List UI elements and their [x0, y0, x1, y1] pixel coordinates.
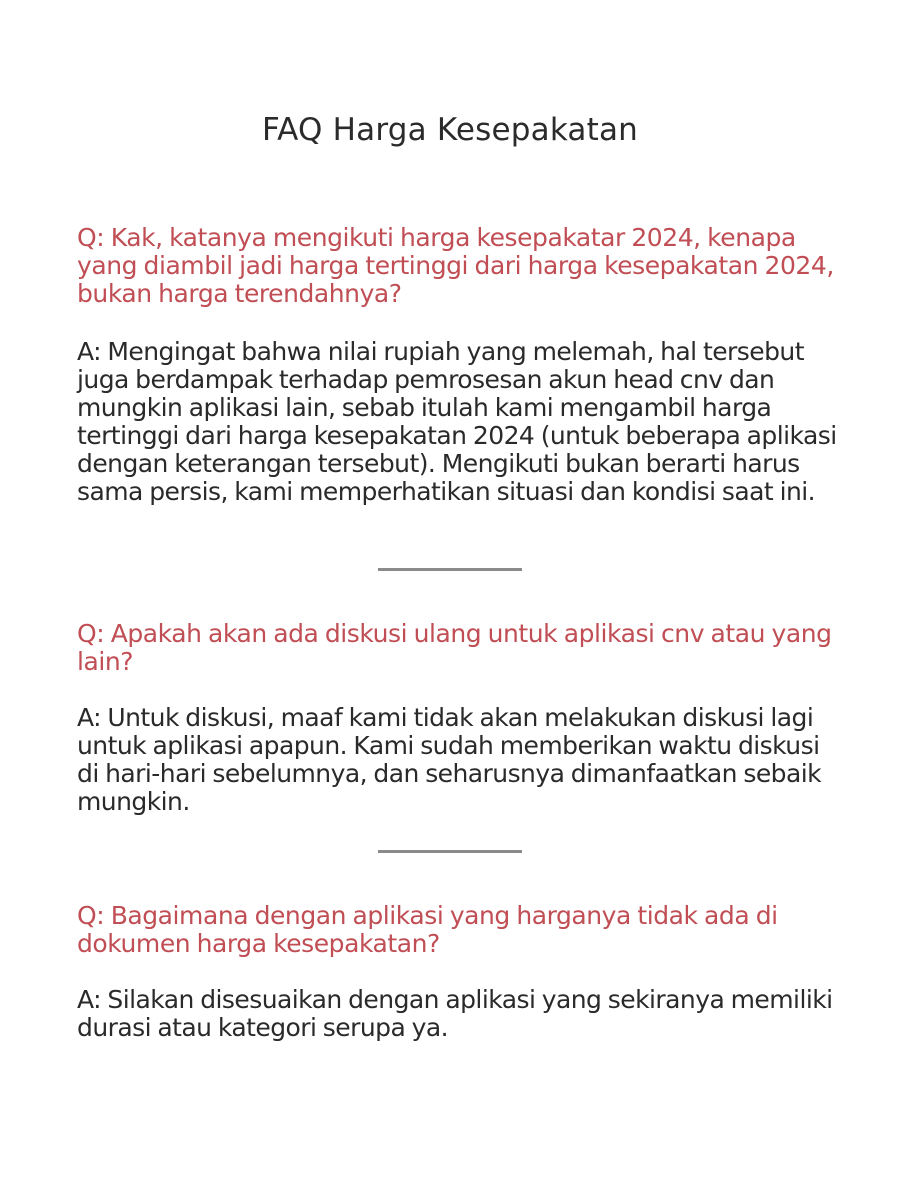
faq-question-3: Q: Bagaimana dengan aplikasi yang harganya tidak ada di dokumen harga kesepakatan?: [77, 901, 778, 958]
section-divider-2: [378, 850, 522, 853]
faq-item-1: [77, 224, 837, 308]
faq-item-3: [77, 902, 837, 958]
page-title: FAQ Harga Kesepakatan: [261, 112, 639, 148]
faq-question-1: Q: Kak, katanya mengikuti harga kesepakatar 2024, kenapa yang diambil jadi harga tertinggi dari harga kesepakatan 2024, bukan harga terendahnya?: [77, 223, 834, 308]
faq-question-2: Q: Apakah akan ada diskusi ulang untuk aplikasi cnv atau yang lain?: [77, 619, 832, 676]
section-divider-1: [378, 568, 522, 571]
faq-answer-3: A: Silakan disesuaikan dengan aplikasi yang sekiranya memiliki durasi atau kategori serupa ya.: [77, 985, 833, 1042]
faq-answer-2: A: Untuk diskusi, maaf kami tidak akan melakukan diskusi lagi untuk aplikasi apapun. Kami sudah memberikan waktu diskusi di hari-hari sebelumnya, dan seharusnya dimanfaatkan sebaik mungkin.: [77, 703, 822, 816]
faq-answer-1: A: Mengingat bahwa nilai rupiah yang melemah, hal tersebut juga berdampak terhadap pemrosesan akun head cnv dan mungkin aplikasi lain, sebab itulah kami mengambil harga tertinggi dari harga kesepakatan 2024 (untuk beberapa aplikasi dengan keterangan tersebut). Mengikuti bukan berarti harus sama persis, kami memperhatikan situasi dan kondisi saat ini.: [77, 337, 837, 506]
faq-item-2: [77, 620, 837, 676]
faq-item-2-answer: [77, 704, 837, 816]
faq-item-3-answer: [77, 986, 837, 1042]
faq-item-1-answer: [77, 338, 837, 506]
